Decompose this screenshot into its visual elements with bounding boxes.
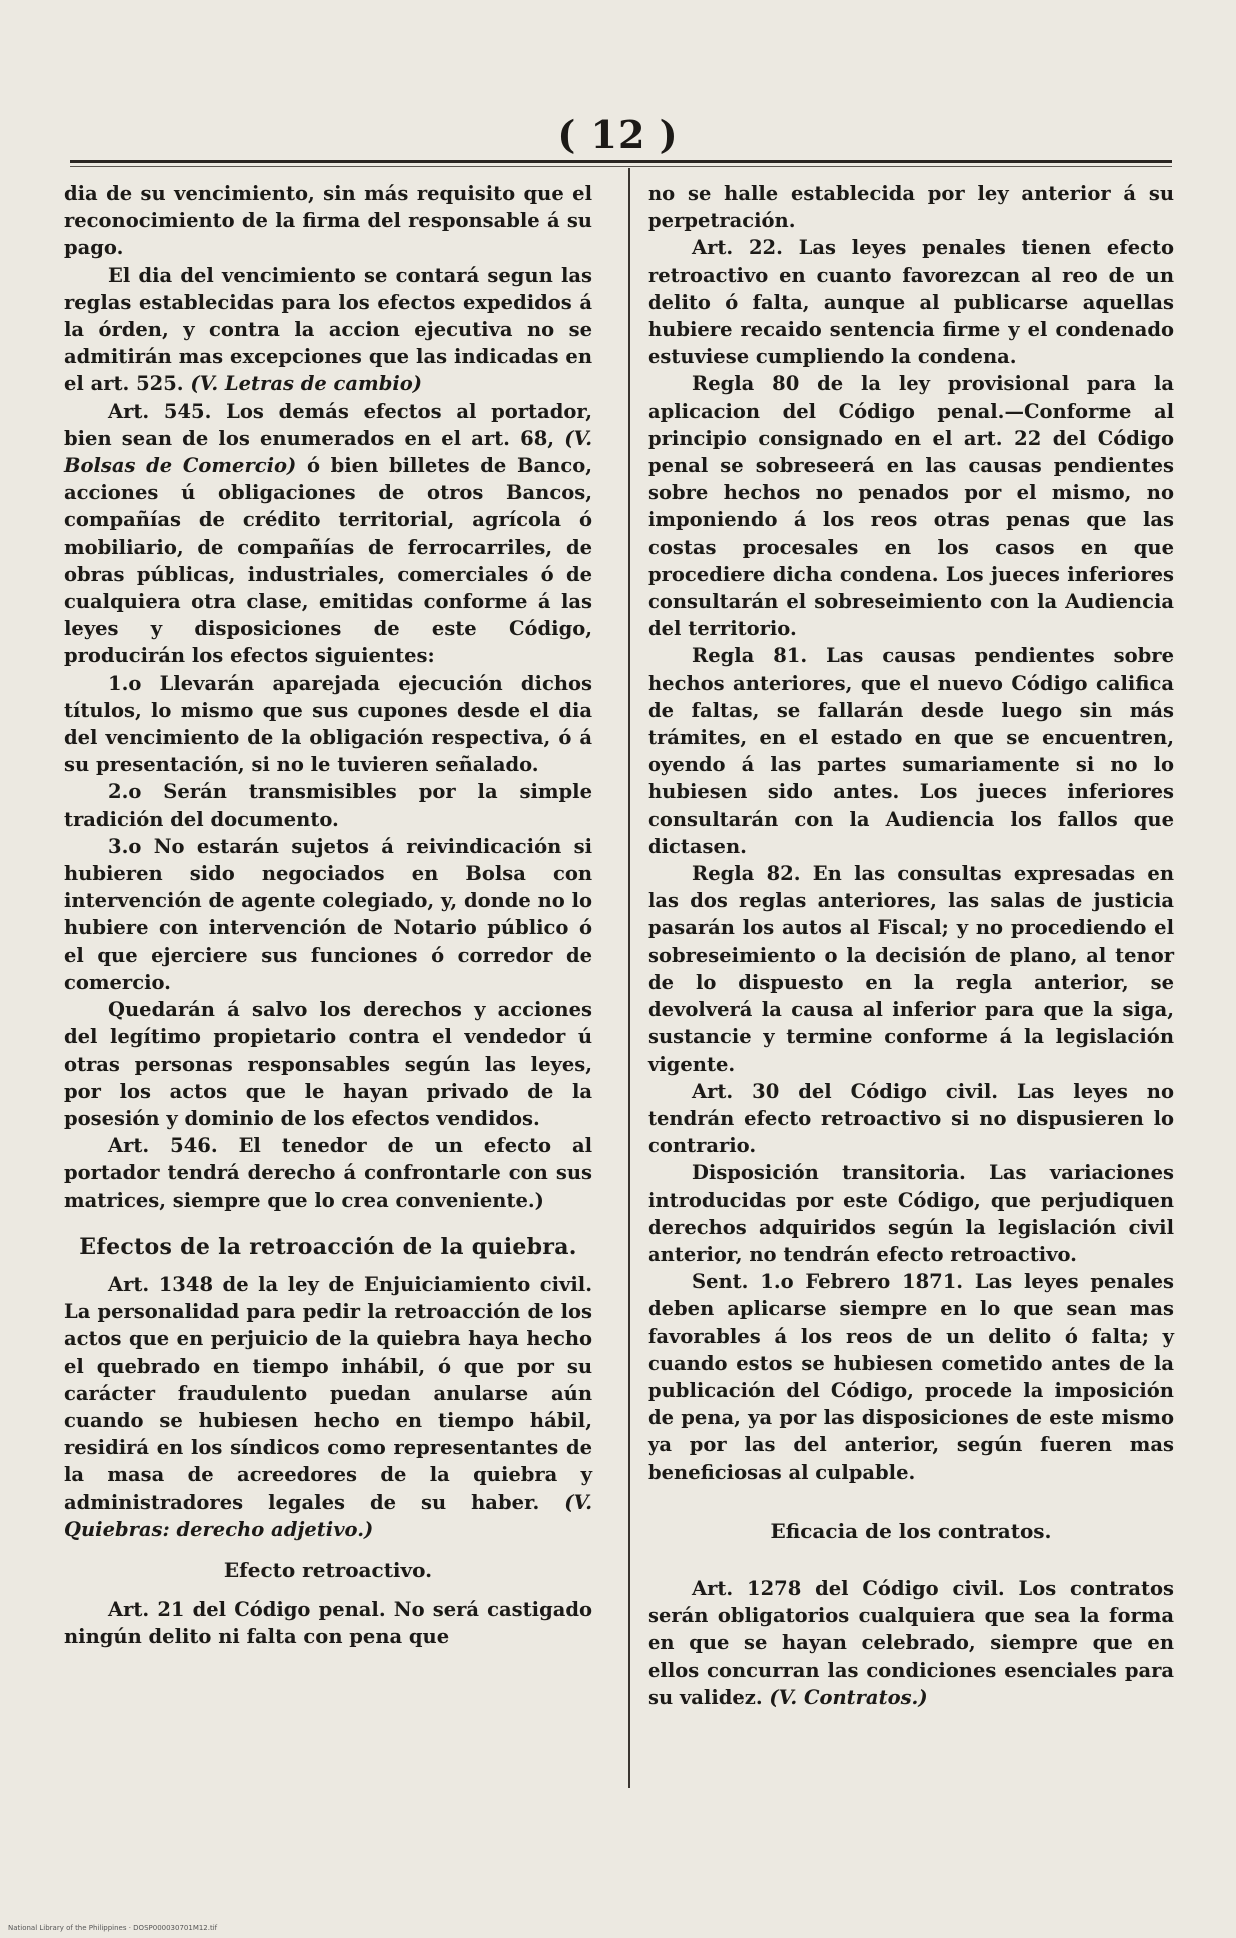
paragraph: no se halle establecida por ley anterior á su perpetración. xyxy=(648,182,1174,233)
paragraph: Regla 82. En las consultas expresadas en las dos reglas anteriores, las salas de justicia pasarán los autos al Fiscal; y no procediendo el sobreseimiento o la decisión de plano, al tenor de lo dispuesto en la regla anterior, se devolverá la causa al inferior para que la siga, sustancie y termine conforme á la legislación vigente. xyxy=(648,862,1174,1076)
left-column xyxy=(64,180,592,1651)
paragraph: Art. 545. Los demás efectos al portador, bien sean de los enumerados en el art. 68, (V. Bolsas de Comercio) ó bien billetes de Banco, acciones ú obligaciones de otros Bancos, compañías de crédito territorial, agrícola ó mobiliario, de compañías de ferrocarriles, de obras públicas, industriales, comerciales ó de cualquiera otra clase, emitidas conforme á las leyes y disposiciones de este Código, producirán los efectos siguientes: xyxy=(64,399,592,668)
paragraph: Regla 80 de la ley provisional para la aplicacion del Código penal.—Conforme al principio consignado en el art. 22 del Código penal se sobreseerá en las causas pendientes sobre hechos no penados por el mismo, no imponiendo á los reos otras penas que las costas procesales en los casos en que procediere dicha condena. Los jueces inferiores consultarán el sobreseimiento con la Audiencia del territorio. xyxy=(648,372,1174,641)
column-divider xyxy=(628,168,630,1788)
cross-reference: (V. Quiebras: derecho adjetivo.) xyxy=(64,1490,592,1541)
right-column xyxy=(648,180,1174,1711)
cross-reference: (V. Contratos.) xyxy=(769,1685,928,1709)
paragraph: dia de su vencimiento, sin más requisito que el reconocimiento de la firma del responsable á su pago. xyxy=(64,182,592,260)
paragraph: Art. 21 del Código penal. No será castigado ningún delito ni falta con pena que xyxy=(64,1598,592,1649)
list-item: 1.o Llevarán aparejada ejecución dichos títulos, lo mismo que sus cupones desde el dia del vencimiento de la obligación respectiva, ó á su presentación, si no le tuvieren señalado. xyxy=(64,671,592,777)
section-heading: Efecto retroactivo. xyxy=(223,1557,433,1582)
paragraph: Art. 1348 de la ley de Enjuiciamiento civil. La personalidad para pedir la retroacción de los actos que en perjuicio de la quiebra haya hecho el quebrado en tiempo inhábil, ó que por su carácter fraudulento puedan anularse aún cuando se hubiesen hecho en tiempo hábil, residirá en los síndicos como representantes de la masa de acreedores de la quiebra y administradores legales de su haber. (V. Quiebras: derecho adjetivo.) xyxy=(64,1272,592,1541)
paragraph: Quedarán á salvo los derechos y acciones del legítimo propietario contra el vendedor ú otras personas responsables según las leyes, por los actos que le hayan privado de la posesión y dominio de los efectos vendidos. xyxy=(64,998,592,1130)
paragraph: El dia del vencimiento se contará segun las reglas establecidas para los efectos expedidos á la órden, y contra la accion ejecutiva no se admitirán mas excepciones que las indicadas en el art. 525. (V. Letras de cambio) xyxy=(64,263,592,396)
paragraph: Sent. 1.o Febrero 1871. Las leyes penales deben aplicarse siempre en lo que sean mas favorables á los reos de un delito ó falta; y cuando estos se hubiesen cometido antes de la publicación del Código, procede la imposición de pena, ya por las disposiciones de este mismo ya por las del anterior, según fueren mas beneficiosas al culpable. xyxy=(648,1270,1174,1484)
list-item: 3.o No estarán sujetos á reivindicación si hubieren sido negociados en Bolsa con intervención de agente colegiado, y, donde no lo hubiere con intervención de Notario público ó el que ejerciere sus funciones ó corredor de comercio. xyxy=(64,834,592,994)
cross-reference: (V. Bolsas de Comercio) xyxy=(64,426,592,478)
scan-footer: National Library of the Philippines · DOSP000030701M12.tif xyxy=(8,1924,218,1932)
paragraph: Art. 546. El tenedor de un efecto al portador tendrá derecho á confrontarle con sus matrices, siempre que lo crea conveniente.) xyxy=(64,1134,592,1212)
paragraph: Disposición transitoria. Las variaciones introducidas por este Código, que perjudiquen derechos adquiridos según la legislación civil anterior, no tendrán efecto retroactivo. xyxy=(648,1161,1174,1266)
cross-reference: (V. Letras de cambio) xyxy=(190,372,422,396)
paragraph: Art. 30 del Código civil. Las leyes no tendrán efecto retroactivo si no dispusieren lo contrario. xyxy=(648,1079,1174,1158)
header-rule xyxy=(70,160,1172,163)
paragraph: Regla 81. Las causas pendientes sobre hechos anteriores, que el nuevo Código califica de faltas, se fallarán desde luego sin más trámites, en el estado en que se encuentren, oyendo á las partes sumariamente si no lo hubiesen sido antes. Los jueces inferiores consultarán con la Audiencia los fallos que dictasen. xyxy=(648,644,1174,858)
page-number: ( 12 ) xyxy=(557,112,679,157)
paragraph: Art. 22. Las leyes penales tienen efecto retroactivo en cuanto favorezcan al reo de un delito ó falta, aunque al publicarse aquellas hubiere recaido sentencia firme y el condenado estuviese cumpliendo la condena. xyxy=(648,236,1174,369)
list-item: 2.o Serán transmisibles por la simple tradición del documento. xyxy=(64,780,592,831)
header-rule-thin xyxy=(70,166,1172,167)
paragraph: Art. 1278 del Código civil. Los contratos serán obligatorios cualquiera que sea la forma en que se hayan celebrado, siempre que en ellos concurran las condiciones esenciales para su validez. (V. Contratos.) xyxy=(648,1576,1174,1709)
section-heading: Efectos de la retroacción de la quiebra. xyxy=(79,1233,577,1260)
section-heading: Eficacia de los contratos. xyxy=(770,1518,1052,1543)
